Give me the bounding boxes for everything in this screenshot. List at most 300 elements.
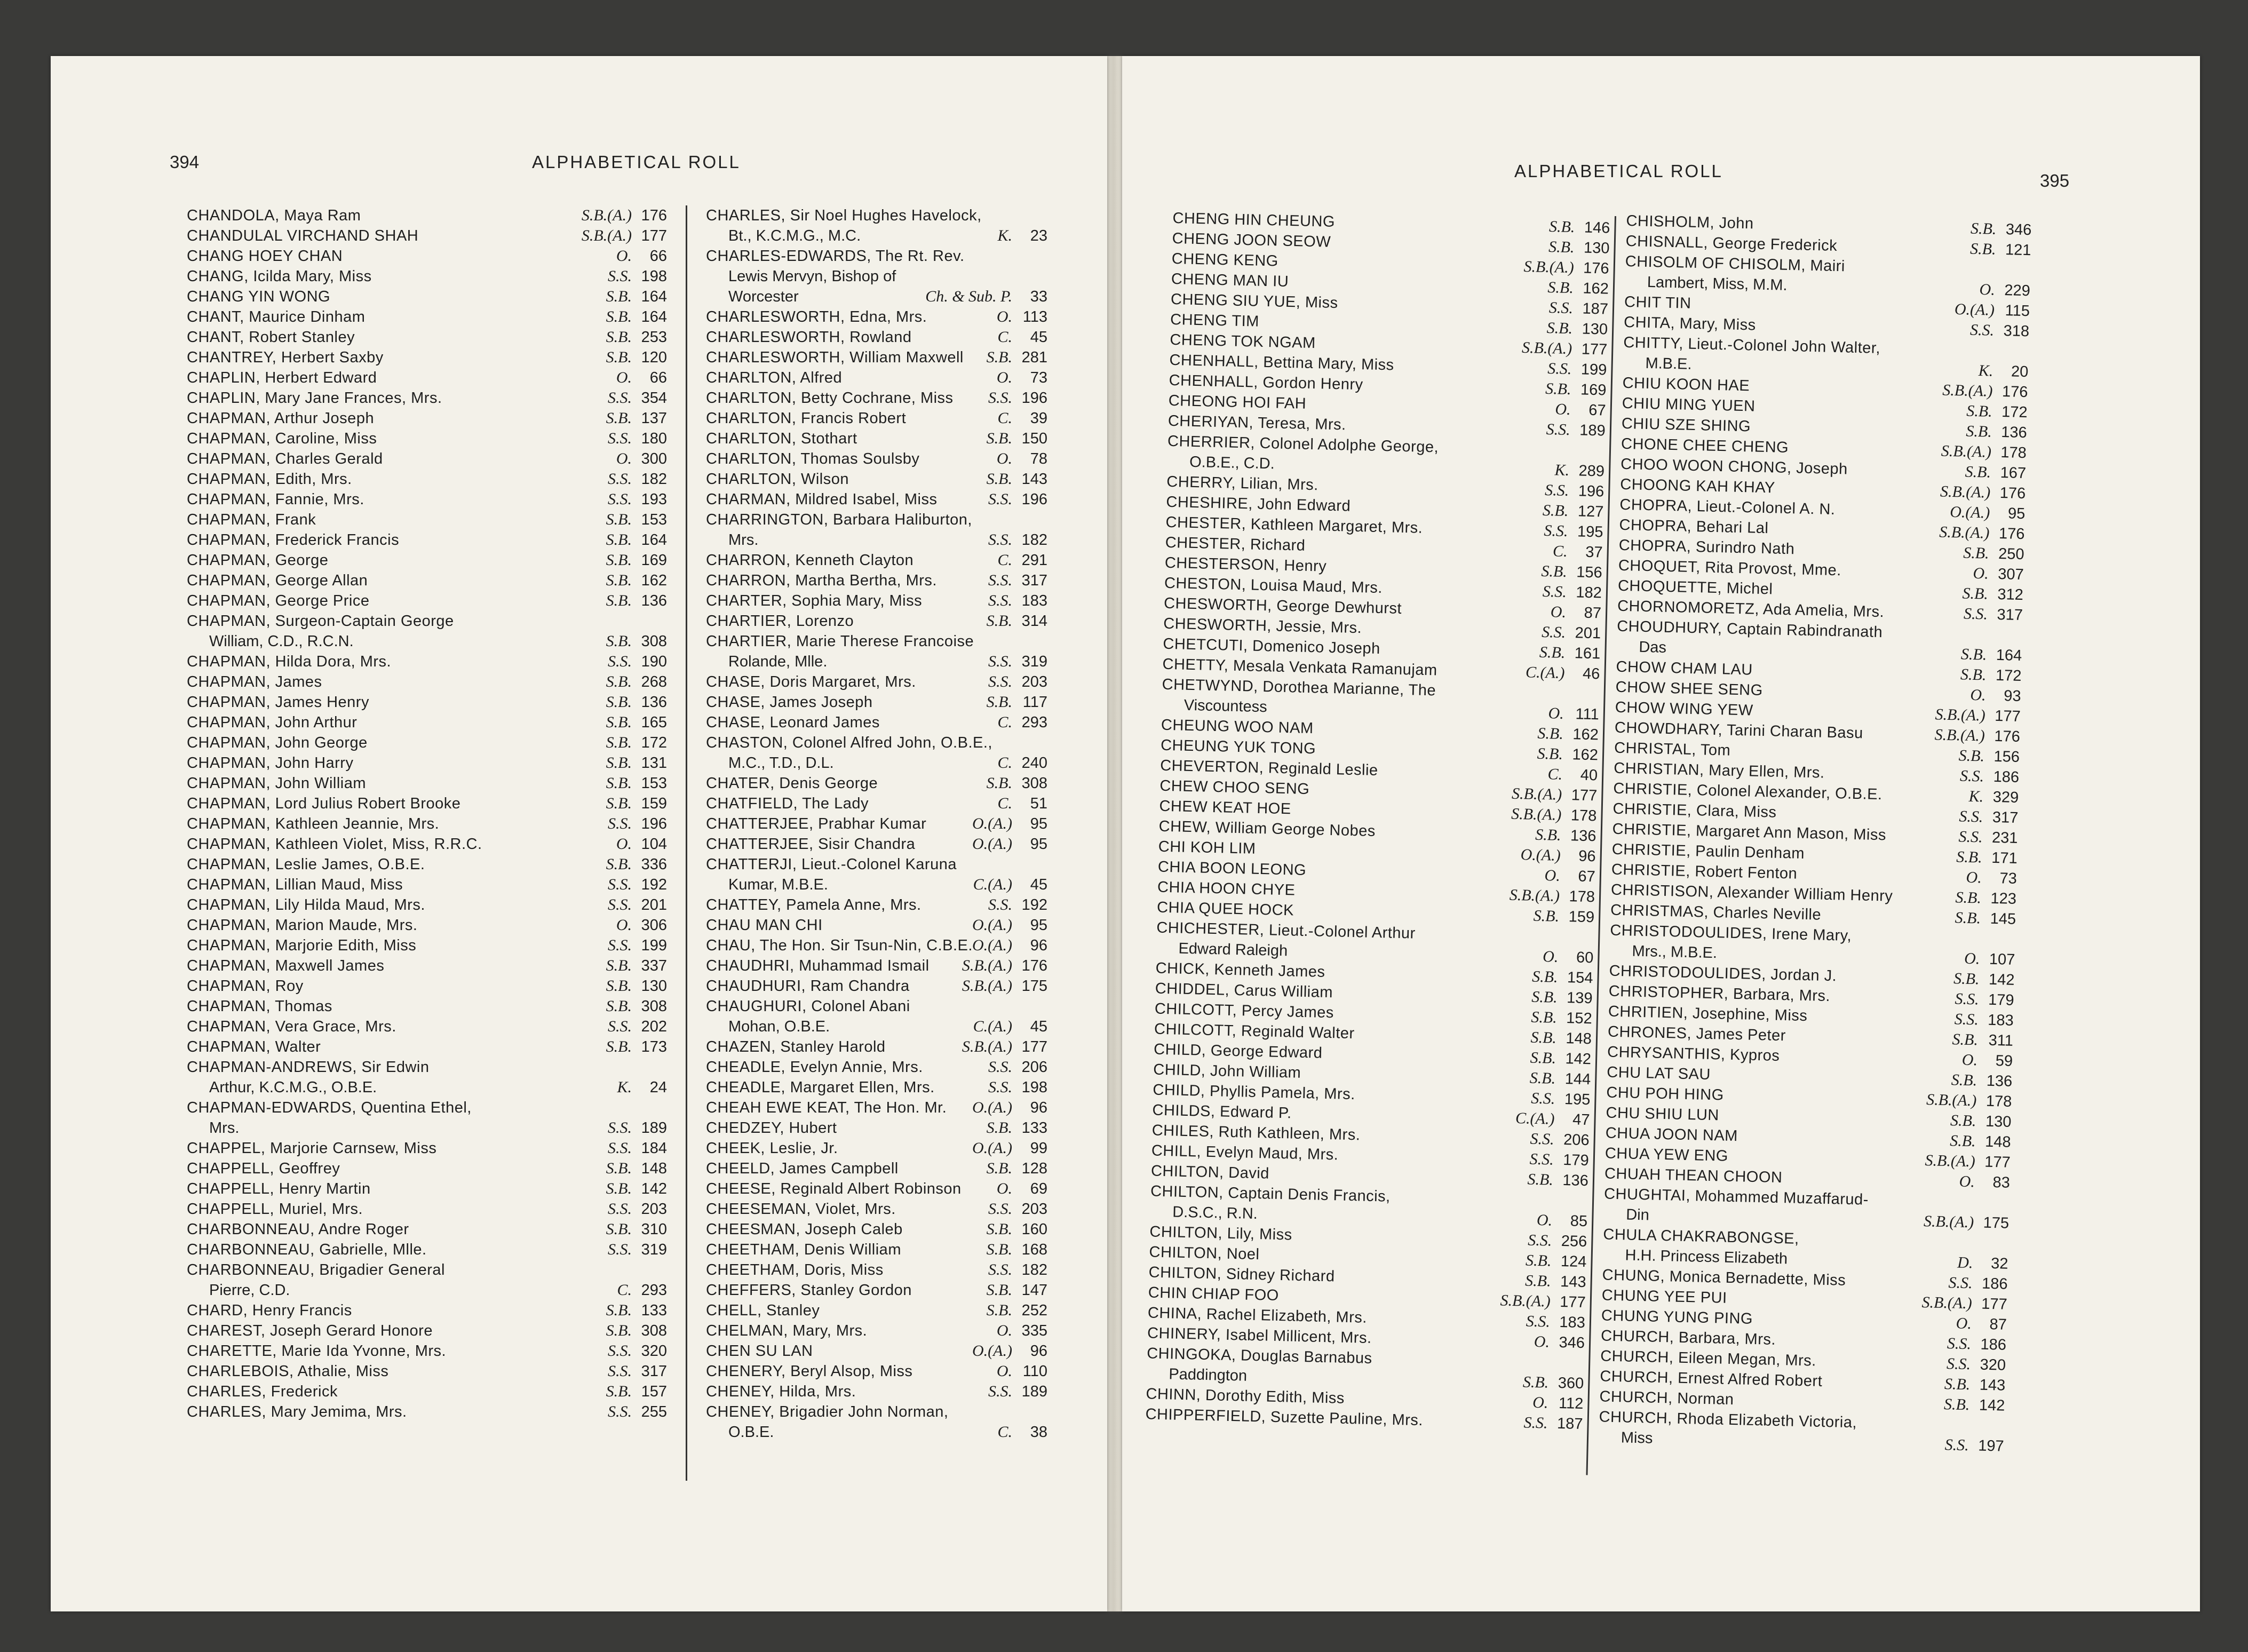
entry-honour: S.B. — [1539, 643, 1566, 662]
entry-page-ref: 308 — [641, 633, 667, 650]
entry-page-ref: 182 — [1021, 531, 1047, 549]
entry-honour: S.S. — [608, 430, 632, 447]
entry-page-ref: 178 — [1570, 807, 1597, 825]
entry-page-ref: 115 — [2005, 302, 2030, 320]
entry-name-continued: Das — [1639, 638, 1667, 656]
entry-honour: S.B. — [606, 1301, 632, 1319]
entry-page-ref: 148 — [1984, 1133, 2011, 1151]
entry-name: CHESWORTH, George Dewhurst — [1163, 594, 1402, 617]
entry-name-continued: Arthur, K.C.M.G., O.B.E. — [209, 1079, 377, 1096]
entry-page-ref: 184 — [641, 1140, 667, 1157]
entry-name: CHENG TOK NGAM — [1170, 331, 1316, 352]
entry-page-ref: 148 — [1566, 1030, 1592, 1048]
entry-honour: S.B.(A.) — [1942, 381, 1993, 400]
entry-page-ref: 291 — [1021, 552, 1047, 569]
entry-name: CHESHIRE, John Edward — [1166, 493, 1351, 515]
entry-honour: S.S. — [1548, 299, 1574, 317]
entry-honour: S.S. — [1526, 1312, 1551, 1331]
entry-name: CHEADLE, Margaret Ellen, Mrs. — [706, 1079, 935, 1096]
entry-page-ref: 203 — [1021, 673, 1047, 690]
entry-name: CHAPMAN, George — [187, 552, 329, 569]
entry-page-ref: 172 — [1995, 666, 2022, 685]
entry-page-ref: 136 — [1562, 1172, 1589, 1190]
entry-page-ref: 45 — [1030, 876, 1047, 893]
entry-name: CHICHESTER, Lieut.-Colonel Arthur — [1156, 919, 1416, 942]
entry-name: CHORNOMORETZ, Ada Amelia, Mrs. — [1617, 597, 1885, 621]
roll-entry — [706, 1341, 1047, 1361]
roll-entry — [706, 550, 1047, 570]
entry-honour: C. — [617, 1281, 632, 1299]
entry-page-ref: 300 — [641, 450, 667, 467]
roll-entry — [706, 368, 1047, 388]
entry-name-continued: Paddington — [1169, 1365, 1248, 1385]
entry-honour: S.B. — [1537, 744, 1563, 763]
roll-column — [1145, 208, 1610, 1434]
entry-page-ref: 199 — [1580, 361, 1607, 379]
entry-honour: S.B.(A.) — [1523, 257, 1575, 277]
entry-honour: S.S. — [988, 1383, 1012, 1400]
entry-name: CHURCH, Norman — [1599, 1388, 1734, 1409]
entry-name: CHILD, Phyllis Pamela, Mrs. — [1153, 1081, 1356, 1103]
entry-page-ref: 167 — [2000, 464, 2027, 482]
roll-entry — [187, 854, 667, 875]
entry-honour: O. — [1544, 867, 1561, 885]
entry-honour: O. — [1555, 400, 1571, 419]
entry-name: CHAPMAN, Marion Maude, Mrs. — [187, 917, 418, 934]
entry-page-ref: 177 — [641, 227, 667, 244]
roll-entry — [706, 1219, 1047, 1240]
entry-page-ref: 162 — [1583, 280, 1609, 298]
entry-page-ref: 164 — [641, 288, 667, 305]
roll-entry — [187, 1179, 667, 1199]
entry-honour: S.S. — [1944, 1436, 1969, 1455]
entry-name: CHILCOTT, Reginald Walter — [1154, 1020, 1355, 1043]
entry-name: CHIU KOON HAE — [1622, 374, 1750, 395]
entry-page-ref: 183 — [1021, 592, 1047, 609]
entry-honour: S.B. — [1527, 1170, 1554, 1189]
entry-honour: S.B. — [986, 1281, 1012, 1299]
roll-entry — [706, 1077, 1047, 1098]
entry-page-ref: 104 — [641, 836, 667, 853]
entry-page-ref: 152 — [1566, 1010, 1593, 1028]
roll-entry — [187, 611, 667, 652]
entry-name: CHATTEY, Pamela Anne, Mrs. — [706, 896, 922, 914]
roll-entry — [706, 1179, 1047, 1199]
entry-honour: S.B. — [1531, 967, 1558, 986]
roll-entry — [187, 1240, 667, 1260]
entry-name: CHAPMAN, Fannie, Mrs. — [187, 491, 364, 508]
entry-page-ref: 85 — [1570, 1212, 1588, 1230]
entry-page-ref: 60 — [1576, 949, 1594, 967]
entry-page-ref: 51 — [1030, 795, 1047, 812]
entry-honour: O.(A.) — [1954, 300, 1995, 319]
entry-page-ref: 159 — [1568, 908, 1595, 926]
entry-page-ref: 317 — [1992, 808, 2019, 827]
roll-entry — [187, 733, 667, 753]
entry-honour: K. — [1554, 461, 1570, 479]
entry-name: CHAREST, Joseph Gerard Honore — [187, 1322, 433, 1339]
entry-honour: O. — [1973, 564, 1989, 583]
entry-page-ref: 142 — [1565, 1050, 1592, 1068]
entry-name-continued: Bt., K.C.M.G., M.C. — [728, 227, 861, 244]
entry-name: CHIU SZE SHING — [1621, 415, 1751, 435]
entry-honour: O. — [616, 835, 632, 853]
entry-honour: S.B. — [1956, 848, 1983, 867]
entry-page-ref: 177 — [1581, 340, 1608, 359]
roll-entry — [187, 408, 667, 428]
entry-name: CHARLTON, Francis Robert — [706, 410, 907, 427]
entry-page-ref: 187 — [1582, 300, 1609, 318]
entry-name: CHEUNG WOO NAM — [1161, 716, 1314, 737]
entry-name: CHENHALL, Bettina Mary, Miss — [1169, 351, 1394, 374]
entry-honour: K. — [1968, 787, 1984, 806]
entry-name: CHARD, Henry Francis — [187, 1302, 352, 1319]
entry-name: CHINGOKA, Douglas Barnabus — [1146, 1345, 1372, 1368]
entry-page-ref: 199 — [641, 937, 667, 954]
right-page — [1122, 56, 2200, 1611]
entry-honour: S.S. — [608, 470, 632, 488]
entry-honour: S.B. — [1966, 402, 1993, 420]
entry-honour: K. — [997, 227, 1012, 244]
entry-name: CHRYSANTHIS, Kypros — [1607, 1043, 1780, 1065]
entry-name: CHRISTOPHER, Barbara, Mrs. — [1608, 982, 1831, 1005]
entry-page-ref: 307 — [1997, 565, 2024, 584]
entry-name-continued: Pierre, C.D. — [209, 1282, 290, 1299]
entry-honour: C. — [1547, 765, 1563, 783]
entry-name: CHEADLE, Evelyn Annie, Mrs. — [706, 1059, 923, 1076]
entry-honour: S.B. — [1949, 1132, 1976, 1150]
entry-name: CHESWORTH, Jessie, Mrs. — [1163, 615, 1362, 637]
entry-honour: C. — [997, 1423, 1012, 1441]
entry-name: CHEESE, Reginald Albert Robinson — [706, 1180, 962, 1197]
entry-honour: S.B. — [1524, 1272, 1551, 1290]
entry-name: CHAPLIN, Mary Jane Frances, Mrs. — [187, 390, 442, 407]
entry-name: CHRISTIE, Colonel Alexander, O.B.E. — [1613, 780, 1882, 804]
entry-honour: S.B. — [606, 754, 632, 772]
entry-honour: S.S. — [1529, 1150, 1554, 1169]
entry-page-ref: 66 — [649, 248, 667, 265]
entry-name: CHINERY, Isabel Millicent, Mrs. — [1147, 1324, 1372, 1347]
entry-honour: C. — [997, 409, 1012, 427]
entry-honour: O. — [1956, 1314, 1972, 1333]
entry-name: CHIA BOON LEONG — [1157, 858, 1307, 879]
entry-name: CHURCH, Ernest Alfred Robert — [1600, 1368, 1823, 1390]
entry-honour: O. — [1550, 603, 1567, 621]
entry-honour: S.B. — [606, 997, 632, 1015]
roll-entry — [187, 672, 667, 692]
entry-honour: S.S. — [1544, 481, 1569, 499]
entry-honour: O.(A.) — [972, 1099, 1012, 1116]
entry-name: CHARLES-EDWARDS, The Rt. Rev. — [706, 248, 965, 265]
entry-page-ref: 335 — [1021, 1322, 1047, 1339]
entry-honour: S.B.(A.) — [1934, 726, 1985, 745]
entry-page-ref: 173 — [641, 1038, 667, 1055]
entry-page-ref: 143 — [1560, 1273, 1586, 1291]
entry-honour: S.B. — [1537, 724, 1564, 743]
entry-page-ref: 136 — [1570, 827, 1596, 845]
roll-entry — [187, 793, 667, 814]
roll-entry — [706, 307, 1047, 327]
roll-entry — [187, 570, 667, 591]
entry-name: CHEFFERS, Stanley Gordon — [706, 1282, 912, 1299]
entry-honour: S.S. — [608, 1119, 632, 1137]
entry-name: CHAUGHURI, Colonel Abani — [706, 998, 910, 1015]
entry-page-ref: 176 — [1994, 727, 2021, 745]
entry-name: CHAPMAN, Marjorie Edith, Miss — [187, 937, 417, 954]
entry-honour: S.B. — [606, 1180, 632, 1197]
entry-page-ref: 117 — [1022, 694, 1047, 711]
entry-honour: S.B. — [1944, 1375, 1971, 1394]
entry-name: CHENG JOON SEOW — [1172, 229, 1331, 251]
column-rule — [686, 205, 687, 1481]
entry-honour: S.S. — [1546, 420, 1571, 439]
entry-honour: O.(A.) — [972, 1139, 1012, 1157]
entry-page-ref: 176 — [1583, 259, 1609, 277]
entry-honour: S.B. — [1943, 1395, 1970, 1414]
entry-name: CHANG HOEY CHAN — [187, 248, 343, 265]
entry-name: CHEN SU LAN — [706, 1343, 813, 1360]
entry-name: CHINN, Dorothy Edith, Miss — [1146, 1385, 1345, 1407]
entry-honour: O. — [1979, 281, 1996, 299]
entry-honour: S.S. — [1947, 1335, 1972, 1353]
entry-page-ref: 159 — [641, 795, 667, 812]
entry-honour: S.B.(A.) — [1935, 705, 1986, 725]
entry-honour: O. — [1959, 1172, 1975, 1191]
roll-column — [187, 205, 667, 1422]
roll-entry — [706, 1158, 1047, 1179]
entry-name: CHANT, Maurice Dinham — [187, 308, 366, 325]
entry-page-ref: 318 — [2003, 322, 2030, 340]
entry-name: CHARLTON, Alfred — [706, 369, 843, 386]
entry-honour: O. — [616, 369, 632, 386]
entry-honour: S.S. — [988, 673, 1012, 690]
roll-entry — [706, 1321, 1047, 1341]
entry-page-ref: 176 — [1998, 525, 2025, 543]
entry-name: CHIU MING YUEN — [1622, 394, 1755, 415]
entry-honour: O. — [1970, 686, 1986, 704]
entry-name: CHEETHAM, Denis William — [706, 1241, 901, 1258]
left-page — [51, 56, 1107, 1611]
entry-page-ref: 154 — [1567, 969, 1593, 987]
entry-page-ref: 78 — [1030, 450, 1047, 467]
entry-page-ref: 136 — [2001, 424, 2028, 442]
entry-honour: O. — [1534, 1332, 1550, 1351]
entry-name: CHARTER, Sophia Mary, Miss — [706, 592, 923, 609]
entry-honour: S.S. — [1523, 1413, 1548, 1432]
entry-page-ref: 176 — [1021, 957, 1047, 974]
roll-entry — [187, 287, 667, 307]
entry-honour: S.B. — [606, 977, 632, 995]
roll-entry — [187, 915, 667, 935]
entry-honour: O.(A.) — [972, 916, 1012, 934]
entry-name: CHARBONNEAU, Brigadier General — [187, 1261, 445, 1278]
entry-honour: S.S. — [988, 896, 1012, 914]
entry-honour: S.B.(A.) — [1941, 442, 1992, 461]
entry-name: CHARRINGTON, Barbara Haliburton, — [706, 511, 972, 528]
entry-honour: S.S. — [608, 267, 632, 285]
entry-page-ref: 253 — [641, 329, 667, 346]
entry-honour: O. — [616, 450, 632, 467]
roll-entry — [187, 428, 667, 449]
entry-page-ref: 319 — [1021, 653, 1047, 670]
entry-name: CHILTON, Noel — [1149, 1243, 1260, 1264]
roll-entry — [706, 631, 1047, 672]
entry-honour: S.B. — [606, 713, 632, 731]
entry-page-ref: 164 — [641, 308, 667, 325]
entry-honour: S.B. — [606, 288, 632, 305]
entry-page-ref: 202 — [641, 1018, 667, 1035]
entry-page-ref: 96 — [1030, 1099, 1047, 1116]
entry-page-ref: 150 — [1021, 430, 1047, 447]
entry-honour: O. — [616, 916, 632, 934]
entry-page-ref: 32 — [1990, 1255, 2008, 1273]
entry-page-ref: 59 — [1995, 1052, 2013, 1070]
entry-page-ref: 171 — [1991, 849, 2018, 867]
roll-entry — [187, 1199, 667, 1219]
entry-name-continued: Kumar, M.B.E. — [728, 876, 828, 893]
entry-page-ref: 256 — [1561, 1233, 1587, 1251]
entry-honour: O.(A.) — [972, 936, 1012, 954]
entry-name: CHIT TIN — [1624, 293, 1691, 312]
entry-name: CHEVERTON, Reginald Leslie — [1159, 757, 1378, 779]
entry-name-continued: Rolande, Mlle. — [728, 653, 828, 670]
entry-honour: S.B. — [606, 795, 632, 812]
entry-name: CHARRON, Kenneth Clayton — [706, 552, 914, 569]
entry-name: CHUAH THEAN CHOON — [1604, 1165, 1783, 1187]
page-number: 394 — [170, 152, 200, 172]
entry-page-ref: 192 — [641, 876, 667, 893]
entry-page-ref: 47 — [1572, 1111, 1590, 1129]
entry-honour: S.B. — [1962, 584, 1989, 603]
entry-page-ref: 37 — [1585, 543, 1603, 561]
entry-page-ref: 160 — [1021, 1221, 1047, 1238]
entry-page-ref: 113 — [1022, 308, 1047, 325]
roll-entry — [706, 773, 1047, 793]
entry-honour: Ch. & Sub. P. — [925, 288, 1012, 305]
entry-honour: S.B. — [1541, 562, 1568, 581]
entry-page-ref: 169 — [641, 552, 667, 569]
entry-page-ref: 346 — [2005, 221, 2032, 239]
roll-entry — [187, 712, 667, 733]
entry-honour: S.B.(A.) — [1511, 805, 1562, 824]
entry-name: CHAPMAN, Charles Gerald — [187, 450, 383, 467]
entry-honour: O.(A.) — [972, 1342, 1012, 1360]
entry-name: CHATTERJEE, Prabhar Kumar — [706, 815, 927, 832]
entry-name: CHEESEMAN, Violet, Mrs. — [706, 1201, 896, 1218]
entry-page-ref: 319 — [641, 1241, 667, 1258]
entry-page-ref: 124 — [1560, 1253, 1587, 1271]
entry-page-ref: 93 — [2003, 687, 2021, 705]
entry-name: CHAPMAN, Caroline, Miss — [187, 430, 377, 447]
roll-entry — [706, 611, 1047, 631]
entry-name: CHAPPELL, Henry Martin — [187, 1180, 371, 1197]
entry-name: CHRISTODOULIDES, Jordan J. — [1609, 962, 1837, 985]
entry-name: CHARETTE, Marie Ida Yvonne, Mrs. — [187, 1343, 447, 1360]
entry-page-ref: 196 — [1578, 482, 1604, 501]
entry-page-ref: 73 — [1999, 870, 2017, 887]
entry-name: CHAUDHRI, Muhammad Ismail — [706, 957, 930, 974]
entry-honour: S.B. — [606, 571, 632, 589]
entry-name: CHRISTIE, Robert Fenton — [1611, 861, 1798, 883]
entry-name: CHAPMAN, Lily Hilda Maud, Mrs. — [187, 896, 425, 914]
entry-name: CHELL, Stanley — [706, 1302, 820, 1319]
entry-honour: S.B. — [1529, 1069, 1556, 1087]
entry-page-ref: 164 — [1996, 646, 2022, 665]
entry-name: CHARLES, Frederick — [187, 1383, 338, 1400]
entry-honour: S.B. — [606, 1322, 632, 1339]
entry-name: CHAPMAN, Lord Julius Robert Brooke — [187, 795, 461, 812]
entry-name: CHUNG YEE PUI — [1601, 1286, 1727, 1307]
entry-honour: S.B. — [1960, 665, 1987, 684]
entry-honour: S.S. — [608, 815, 632, 832]
entry-honour: S.S. — [608, 1362, 632, 1380]
roll-entry — [706, 692, 1047, 712]
entry-name: CHUNG, Monica Bernadette, Miss — [1602, 1266, 1846, 1289]
entry-honour: S.S. — [988, 653, 1012, 670]
entry-honour: S.S. — [1958, 828, 1983, 846]
entry-name: CHRISTAL, Tom — [1614, 739, 1731, 759]
entry-honour: S.B. — [1531, 988, 1558, 1006]
entry-name: CHILCOTT, Percy James — [1154, 1000, 1334, 1022]
roll-entry — [187, 935, 667, 956]
roll-entry — [706, 1098, 1047, 1118]
entry-honour: O. — [996, 450, 1012, 467]
entry-name-continued: Miss — [1621, 1429, 1653, 1447]
entry-page-ref: 329 — [1992, 788, 2019, 806]
roll-entry — [187, 692, 667, 712]
running-head: ALPHABETICAL ROLL — [532, 152, 741, 172]
entry-honour: S.B. — [606, 632, 632, 650]
entry-honour: S.S. — [988, 1058, 1012, 1076]
entry-name: CHRISTIE, Paulin Denham — [1611, 840, 1805, 862]
entry-page-ref: 177 — [1981, 1295, 2008, 1313]
entry-name: CHANDULAL VIRCHAND SHAH — [187, 227, 419, 244]
entry-honour: S.B.(A.) — [1500, 1291, 1551, 1311]
entry-page-ref: 308 — [1021, 775, 1047, 792]
entry-name: CHESTER, Kathleen Margaret, Mrs. — [1165, 513, 1423, 537]
entry-honour: S.B. — [1955, 888, 1982, 907]
entry-honour: S.B.(A.) — [1940, 482, 1991, 502]
entry-name: CHEELD, James Campbell — [706, 1160, 899, 1177]
roll-entry — [187, 510, 667, 530]
entry-page-ref: 67 — [1588, 401, 1606, 419]
entry-page-ref: 95 — [2007, 505, 2025, 523]
entry-name: CHASE, James Joseph — [706, 694, 873, 711]
entry-page-ref: 176 — [641, 207, 667, 224]
entry-page-ref: 40 — [1580, 766, 1598, 784]
entry-name: CHISOLM OF CHISOLM, Mairi — [1625, 252, 1846, 275]
roll-entry — [706, 733, 1047, 773]
entry-honour: O.(A.) — [1520, 846, 1561, 864]
entry-page-ref: 142 — [641, 1180, 667, 1197]
entry-name-continued: M.B.E. — [1645, 354, 1692, 373]
entry-page-ref: 178 — [1985, 1092, 2012, 1110]
entry-name: CHASE, Doris Margaret, Mrs. — [706, 673, 916, 690]
entry-honour: S.B. — [986, 430, 1012, 447]
entry-name: CHESTER, Richard — [1165, 534, 1306, 554]
entry-page-ref: 182 — [1021, 1261, 1047, 1278]
entry-name: CHOQUET, Rita Provost, Mme. — [1618, 557, 1842, 579]
entry-honour: S.S. — [1959, 767, 1984, 785]
entry-honour: S.S. — [608, 1403, 632, 1420]
entry-honour: S.B. — [986, 470, 1012, 488]
entry-name: CHU LAT SAU — [1606, 1063, 1711, 1083]
entry-page-ref: 177 — [1984, 1153, 2011, 1171]
entry-page-ref: 354 — [641, 390, 667, 407]
entry-honour: O. — [1548, 704, 1564, 722]
roll-entry — [706, 1402, 1047, 1442]
entry-name: CHISNALL, George Frederick — [1625, 232, 1838, 255]
